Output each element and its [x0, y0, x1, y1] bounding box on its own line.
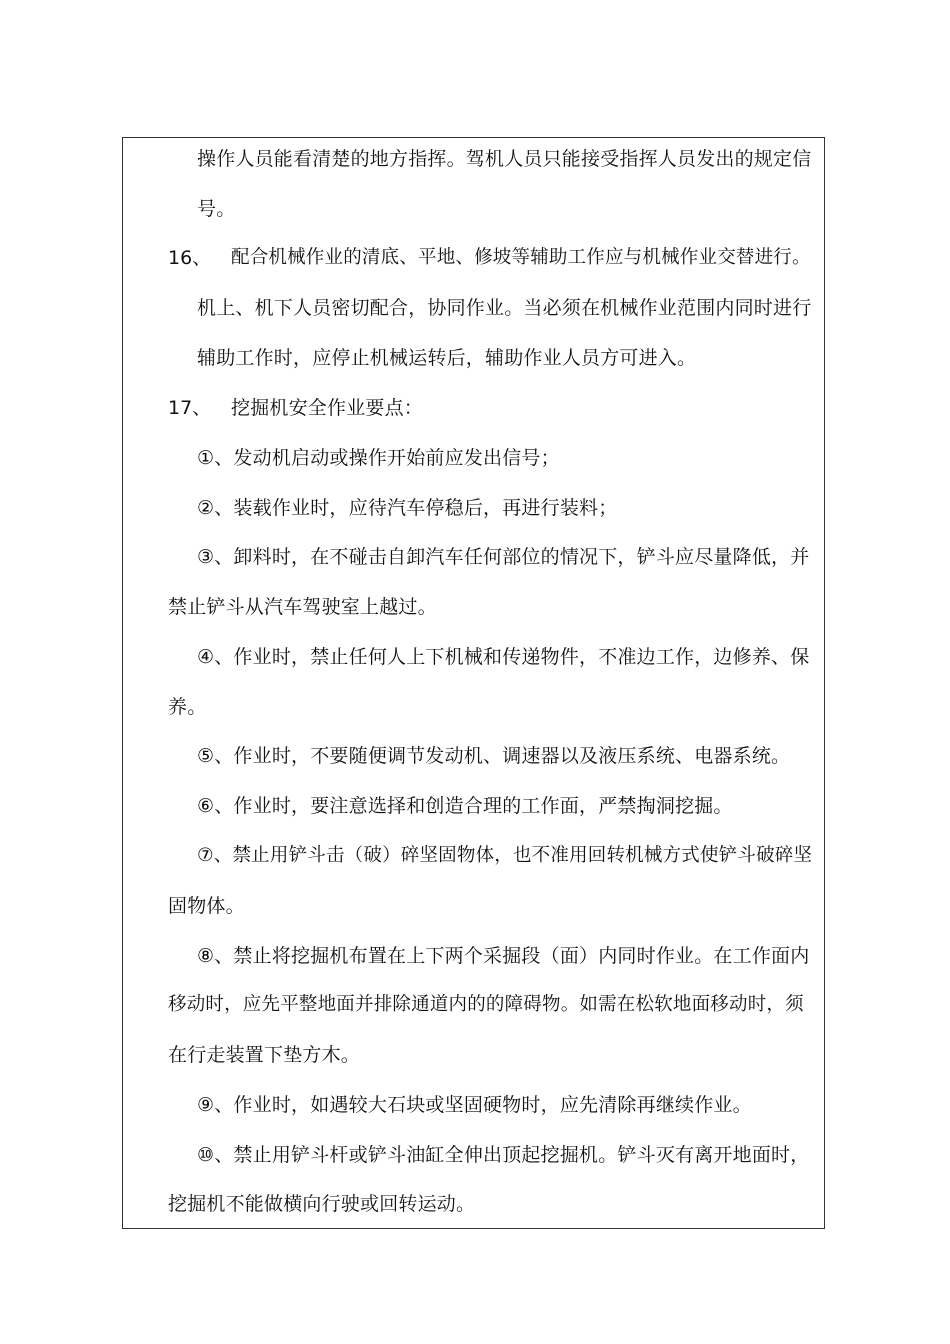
text-line: 养。: [168, 696, 207, 718]
text-line: ⑩、禁止用铲斗杆或铲斗油缸全伸出顶起挖掘机。铲斗灭有离开地面时，: [197, 1144, 810, 1166]
text-line: 在行走装置下垫方木。: [168, 1044, 361, 1066]
text-line: ⑤、作业时，不要随便调节发动机、调速器以及液压系统、电器系统。: [197, 745, 791, 767]
text-line: 操作人员能看清楚的地方指挥。驾机人员只能接受指挥人员发出的规定信: [197, 148, 812, 170]
item-number-16: 16、: [168, 247, 212, 269]
item-number-17: 17、: [168, 397, 212, 419]
text-line: 挖掘机安全作业要点：: [231, 397, 424, 419]
text-line: ⑦、禁止用铲斗击（破）碎坚固物体，也不准用回转机械方式使铲斗破碎坚: [197, 845, 813, 866]
text-line: ⑥、作业时，要注意选择和创造合理的工作面，严禁掏洞挖掘。: [197, 795, 733, 817]
text-line: ⑨、作业时，如遇较大石块或坚固硬物时，应先清除再继续作业。: [197, 1094, 752, 1116]
text-line: ⑧、禁止将挖掘机布置在上下两个采掘段（面）内同时作业。在工作面内: [197, 945, 810, 967]
text-line: 固物体。: [168, 895, 245, 917]
text-line: 配合机械作业的清底、平地、修坡等辅助工作应与机械作业交替进行。: [231, 247, 811, 268]
text-line: 号。: [197, 198, 236, 220]
text-line: 挖掘机不能做横向行驶或回转运动。: [168, 1193, 476, 1215]
text-line: 机上、机下人员密切配合，协同作业。当必须在机械作业范围内同时进行: [197, 297, 812, 319]
text-line: 辅助工作时，应停止机械运转后，辅助作业人员方可进入。: [197, 347, 697, 369]
text-line: ①、发动机启动或操作开始前应发出信号；: [197, 447, 560, 469]
text-line: ③、卸料时，在不碰击自卸汽车任何部位的情况下，铲斗应尽量降低，并: [197, 546, 810, 568]
text-line: 移动时，应先平整地面并排除通道内的的障碍物。如需在松软地面移动时，须: [168, 994, 804, 1015]
text-line: ②、装载作业时，应待汽车停稳后，再进行装料；: [197, 497, 618, 519]
text-line: ④、作业时，禁止任何人上下机械和传递物件，不准边工作，边修养、保: [197, 646, 810, 668]
text-line: 禁止铲斗从汽车驾驶室上越过。: [168, 596, 437, 618]
